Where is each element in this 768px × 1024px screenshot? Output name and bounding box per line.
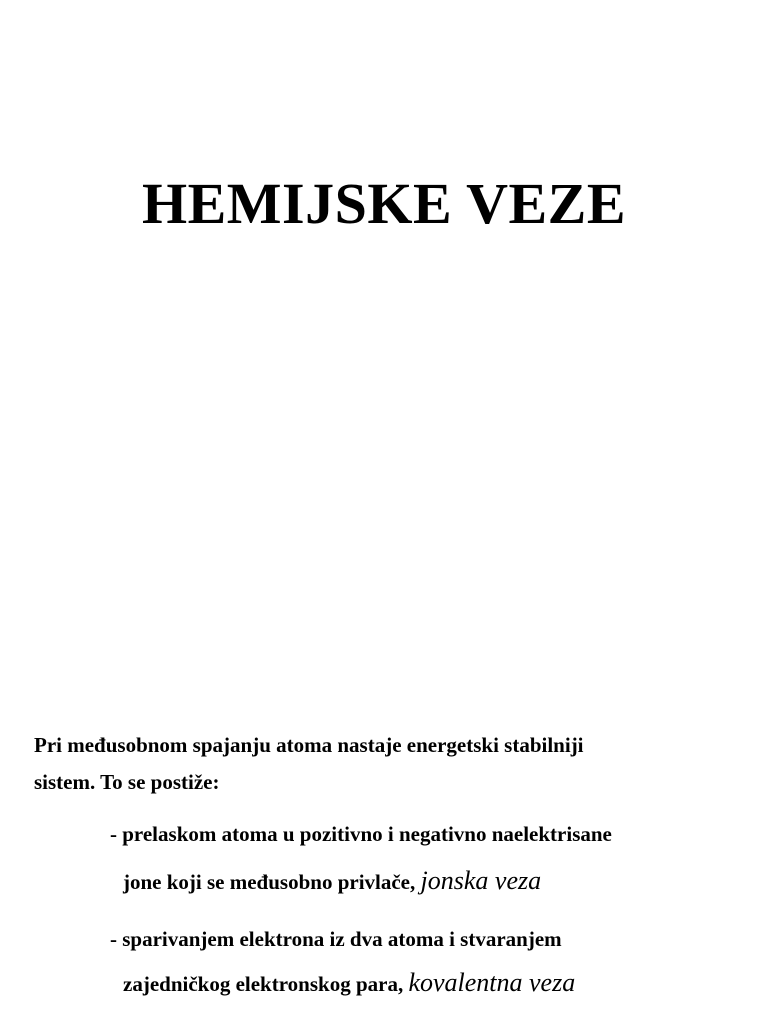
- intro-line-1: Pri međusobnom spajanju atoma nastaje energetski stabilniji: [34, 733, 584, 757]
- list-item-2-line-1: - sparivanjem elektrona iz dva atoma i stvaranjem: [110, 927, 562, 951]
- page-title: HEMIJSKE VEZE: [141, 171, 627, 236]
- intro-paragraph: [34, 727, 754, 801]
- list-item-1-line-2: [123, 866, 541, 896]
- list-item-2-text: zajedničkog elektronskog para,: [123, 972, 404, 996]
- list-item-1-term: jonska veza: [420, 866, 542, 895]
- list-item-1-text: jone koji se međusobno privlače,: [123, 870, 416, 894]
- intro-line-2: sistem. To se postiže:: [34, 770, 220, 794]
- list-item-1-line-1: - prelaskom atoma u pozitivno i negativno naelektrisane: [110, 822, 612, 846]
- list-item-2-term: kovalentna veza: [408, 968, 576, 997]
- list-item-2-line-2: [123, 968, 575, 998]
